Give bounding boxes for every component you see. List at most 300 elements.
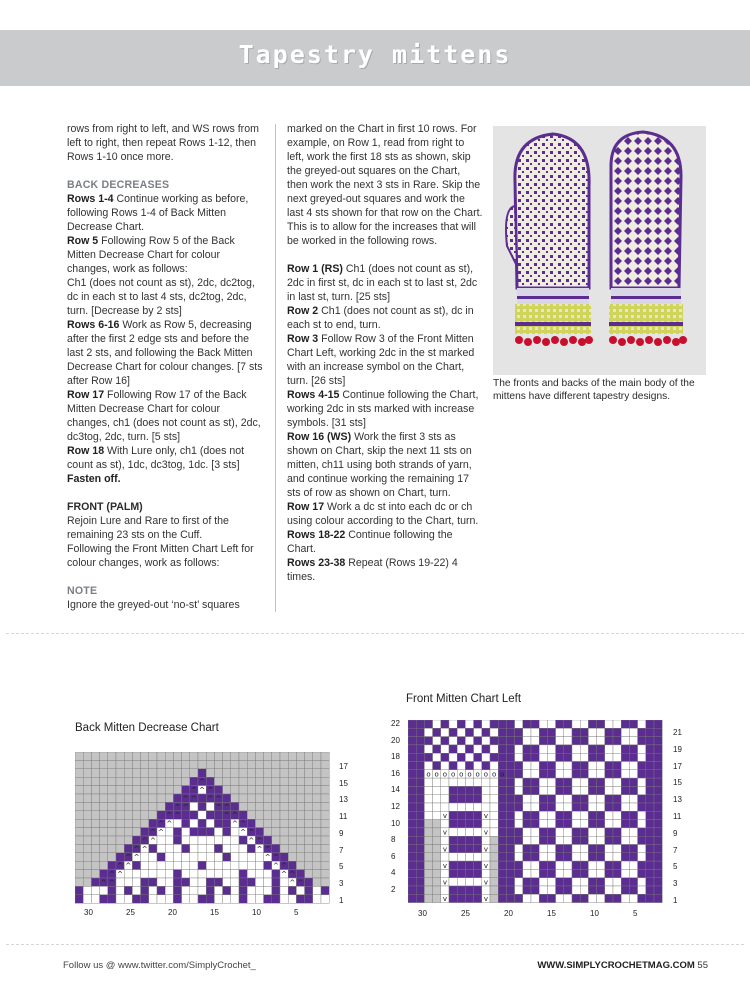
row-text: Work a dc st into each dc or ch using colour according to the Chart, turn.: [287, 501, 479, 527]
chart-cell: [239, 886, 247, 894]
chart-cell: [223, 886, 231, 894]
chart-cell: [190, 886, 198, 894]
chart-cell: [141, 819, 149, 827]
chart-cell: [173, 752, 181, 760]
chart-cell: [239, 786, 247, 794]
chart-cell: [165, 828, 173, 836]
chart-cell: [255, 752, 263, 760]
chart-cell: [149, 752, 157, 760]
chart-cell: [75, 861, 83, 869]
axis-label: 5: [294, 908, 299, 917]
chart-symbol: ^: [215, 794, 222, 803]
chart-cell: [288, 844, 296, 852]
chart-cell: [424, 762, 432, 770]
chart-cell: [572, 770, 580, 778]
chart-symbol: ^: [199, 786, 206, 795]
chart-cell: [272, 769, 280, 777]
chart-cell: [116, 878, 124, 886]
chart-cell: [116, 769, 124, 777]
chart-cell: [465, 869, 473, 877]
chart-cell: [116, 760, 124, 768]
chart-cell: [638, 786, 646, 794]
chart-cell: [638, 886, 646, 894]
chart-cell: [613, 745, 621, 753]
chart-cell: [408, 828, 416, 836]
footer-twitter[interactable]: Follow us @ www.twitter.com/SimplyCrochet_: [63, 960, 256, 971]
chart-cell: [605, 745, 613, 753]
chart-cell: [288, 861, 296, 869]
chart-cell: [580, 878, 588, 886]
chart-cell: [613, 811, 621, 819]
row-text: Follow Row 3 of the Front Mitten Chart Left, working 2dc in the st marked with an increase symbol on the Chart, turn. [26 sts]: [287, 333, 475, 387]
chart-cell: [296, 760, 304, 768]
chart-symbol: ^: [108, 878, 115, 887]
chart-cell: [564, 886, 572, 894]
chart-cell: [449, 786, 457, 794]
chart-cell: [255, 811, 263, 819]
chart-cell: [264, 769, 272, 777]
chart-symbol: ^: [190, 794, 197, 803]
mittens-photo: [493, 126, 706, 375]
chart-cell: [556, 778, 564, 786]
chart-cell: [141, 828, 149, 836]
text-column-1: [67, 122, 263, 612]
chart-cell: [490, 861, 498, 869]
chart-cell: [83, 802, 91, 810]
chart-symbol: ^: [174, 811, 181, 820]
row-instruction: [67, 318, 263, 388]
chart-cell: [457, 737, 465, 745]
chart-cell: [597, 753, 605, 761]
chart-cell: [621, 737, 629, 745]
chart-symbol: o: [483, 770, 489, 779]
chart-cell: [580, 762, 588, 770]
chart-cell: [75, 819, 83, 827]
chart-cell: [629, 894, 637, 902]
chart-cell: [173, 777, 181, 785]
chart-symbol: v: [442, 845, 447, 854]
chart-cell: [424, 745, 432, 753]
chart-cell: [190, 878, 198, 886]
chart-cell: [433, 728, 441, 736]
chart-cell: [638, 720, 646, 728]
axis-label: 12: [391, 802, 400, 811]
column-divider: [275, 124, 276, 612]
chart-cell: [654, 869, 662, 877]
chart-cell: [621, 878, 629, 886]
chart-cell: [264, 786, 272, 794]
chart-cell: [149, 802, 157, 810]
chart-symbol: ^: [125, 853, 132, 862]
axis-label: 3: [339, 878, 344, 888]
section-heading: FRONT (PALM): [67, 501, 143, 513]
chart-cell: [564, 811, 572, 819]
chart-cell: [523, 811, 531, 819]
chart-cell: [313, 836, 321, 844]
chart-cell: [646, 795, 654, 803]
chart-cell: [506, 753, 514, 761]
chart-symbol: ^: [289, 870, 296, 879]
chart-cell: [416, 737, 424, 745]
chart-cell: [165, 870, 173, 878]
chart-cell: [116, 853, 124, 861]
chart-cell: [597, 762, 605, 770]
chart-cell: [433, 762, 441, 770]
chart-cell: [424, 720, 432, 728]
chart-cell: [580, 803, 588, 811]
chart-cell: [321, 895, 329, 903]
chart-cell: [638, 770, 646, 778]
chart-cell: [490, 845, 498, 853]
chart-cell: [638, 861, 646, 869]
chart-cell: [239, 794, 247, 802]
chart-cell: [556, 869, 564, 877]
chart-cell: [588, 886, 596, 894]
chart-cell: [515, 845, 523, 853]
chart-cell: [116, 786, 124, 794]
chart-cell: [198, 853, 206, 861]
chart-cell: [173, 853, 181, 861]
chart-cell: [457, 828, 465, 836]
chart-cell: [498, 786, 506, 794]
chart-cell: [547, 745, 555, 753]
chart-cell: [433, 861, 441, 869]
chart-cell: [408, 845, 416, 853]
chart-cell: [482, 720, 490, 728]
chart-cell: [141, 811, 149, 819]
chart-cell: [506, 745, 514, 753]
chart-cell: [441, 886, 449, 894]
chart-cell: [190, 760, 198, 768]
chart-cell: [474, 737, 482, 745]
chart-cell: [223, 861, 231, 869]
chart-cell: [247, 861, 255, 869]
chart-cell: [490, 820, 498, 828]
row-instruction: [287, 304, 483, 332]
chart-cell: [433, 778, 441, 786]
axis-label: 25: [461, 909, 470, 918]
chart-cell: [523, 786, 531, 794]
axis-label: 1: [673, 896, 678, 905]
chart-cell: [449, 728, 457, 736]
chart-cell: [132, 811, 140, 819]
footer-site-url[interactable]: WWW.SIMPLYCROCHETMAG.COM: [537, 960, 695, 971]
chart-cell: [523, 836, 531, 844]
chart-cell: [605, 753, 613, 761]
chart-cell: [198, 769, 206, 777]
chart-cell: [539, 737, 547, 745]
chart-cell: [564, 803, 572, 811]
chart-cell: [556, 845, 564, 853]
chart-cell: [556, 745, 564, 753]
chart-cell: [638, 853, 646, 861]
chart-cell: [613, 753, 621, 761]
chart-cell: [564, 820, 572, 828]
front-chart-title: Front Mitten Chart Left: [406, 693, 522, 705]
chart-cell: [108, 802, 116, 810]
chart-cell: [214, 777, 222, 785]
chart-cell: [605, 878, 613, 886]
body-paragraph: This is to allow for the increases that will be worked in the following rows.: [287, 221, 476, 247]
row-label: Row 16 (WS): [287, 431, 352, 443]
chart-cell: [580, 745, 588, 753]
chart-cell: [321, 861, 329, 869]
chart-cell: [621, 778, 629, 786]
chart-cell: [490, 836, 498, 844]
chart-cell: [506, 795, 514, 803]
chart-symbol: v: [442, 878, 447, 887]
chart-symbol: ^: [223, 803, 230, 812]
chart-cell: [83, 794, 91, 802]
chart-cell: [523, 803, 531, 811]
chart-cell: [264, 760, 272, 768]
chart-cell: [433, 753, 441, 761]
chart-cell: [321, 878, 329, 886]
axis-label: 5: [339, 862, 344, 872]
chart-cell: [547, 853, 555, 861]
chart-cell: [264, 870, 272, 878]
axis-label: 17: [339, 762, 348, 771]
chart-cell: [190, 769, 198, 777]
chart-cell: [646, 886, 654, 894]
chart-cell: [108, 836, 116, 844]
chart-cell: [296, 853, 304, 861]
chart-cell: [83, 836, 91, 844]
chart-cell: [490, 878, 498, 886]
chart-cell: [108, 819, 116, 827]
chart-symbol: ^: [207, 786, 214, 795]
chart-cell: [564, 861, 572, 869]
chart-symbol: ^: [141, 845, 148, 854]
chart-cell: [416, 745, 424, 753]
chart-symbol: o: [442, 770, 448, 779]
chart-cell: [449, 886, 457, 894]
chart-cell: [165, 802, 173, 810]
chart-cell: [654, 803, 662, 811]
chart-cell: [83, 886, 91, 894]
chart-cell: [613, 795, 621, 803]
chart-cell: [572, 786, 580, 794]
chart-cell: [424, 728, 432, 736]
chart-cell: [288, 853, 296, 861]
chart-cell: [449, 878, 457, 886]
chart-cell: [621, 869, 629, 877]
axis-label: 6: [391, 851, 396, 861]
chart-cell: [564, 786, 572, 794]
chart-cell: [157, 895, 165, 903]
chart-cell: [654, 745, 662, 753]
chart-cell: [91, 828, 99, 836]
chart-cell: [638, 803, 646, 811]
chart-cell: [539, 845, 547, 853]
chart-cell: [613, 853, 621, 861]
chart-cell: [588, 786, 596, 794]
chart-cell: [515, 861, 523, 869]
chart-cell: [264, 886, 272, 894]
chart-cell: [482, 786, 490, 794]
chart-cell: [141, 878, 149, 886]
row-text: Work as Row 5, decreasing after the first 2 edge sts and before the last 2 sts, and following the Back Mitten Decrease Chart for colour changes. [7 sts after Row 16]: [67, 319, 263, 387]
chart-cell: [613, 786, 621, 794]
row-text: Continue working as before, following Rows 1-4 of Back Mitten Decrease Chart.: [67, 193, 249, 233]
chart-cell: [182, 853, 190, 861]
chart-symbol: o: [426, 770, 431, 779]
chart-cell: [272, 870, 280, 878]
chart-cell: [264, 811, 272, 819]
chart-cell: [231, 886, 239, 894]
chart-cell: [305, 895, 313, 903]
chart-cell: [646, 786, 654, 794]
chart-cell: [272, 752, 280, 760]
chart-cell: [646, 745, 654, 753]
chart-cell: [108, 760, 116, 768]
chart-cell: [157, 802, 165, 810]
chart-cell: [116, 886, 124, 894]
chart-cell: [223, 786, 231, 794]
chart-cell: [515, 786, 523, 794]
chart-cell: [654, 878, 662, 886]
chart-cell: [288, 794, 296, 802]
chart-cell: [621, 853, 629, 861]
chart-cell: [173, 836, 181, 844]
chart-cell: [449, 762, 457, 770]
chart-cell: [531, 745, 539, 753]
chart-cell: [457, 811, 465, 819]
chart-cell: [490, 786, 498, 794]
chart-cell: [613, 886, 621, 894]
chart-cell: [498, 728, 506, 736]
chart-cell: [457, 886, 465, 894]
chart-cell: [305, 769, 313, 777]
chart-cell: [141, 895, 149, 903]
chart-cell: [506, 869, 514, 877]
chart-cell: [100, 777, 108, 785]
chart-cell: [305, 844, 313, 852]
chart-cell: [141, 752, 149, 760]
chart-cell: [597, 778, 605, 786]
chart-cell: [597, 836, 605, 844]
chart-cell: [280, 895, 288, 903]
chart-cell: [490, 869, 498, 877]
chart-cell: [433, 878, 441, 886]
chart-cell: [564, 853, 572, 861]
chart-cell: [321, 844, 329, 852]
chart-cell: [255, 786, 263, 794]
chart-cell: [580, 811, 588, 819]
axis-label: 19: [673, 744, 682, 754]
chart-cell: [165, 895, 173, 903]
chart-cell: [531, 720, 539, 728]
front-mitten-chart-left: [408, 720, 668, 905]
chart-cell: [449, 811, 457, 819]
chart-cell: [321, 886, 329, 894]
chart-cell: [498, 845, 506, 853]
chart-cell: [572, 853, 580, 861]
chart-cell: [408, 737, 416, 745]
chart-cell: [654, 861, 662, 869]
chart-cell: [313, 861, 321, 869]
chart-cell: [498, 820, 506, 828]
axis-label: 20: [504, 909, 513, 918]
chart-cell: [531, 845, 539, 853]
chart-symbol: ^: [133, 853, 140, 862]
chart-symbol: o: [450, 770, 456, 779]
chart-cell: [75, 853, 83, 861]
chart-cell: [613, 762, 621, 770]
chart-cell: [132, 828, 140, 836]
chart-cell: [313, 811, 321, 819]
chart-symbol: ^: [281, 870, 288, 879]
chart-cell: [654, 778, 662, 786]
chart-cell: [231, 769, 239, 777]
chart-cell: [547, 778, 555, 786]
chart-cell: [441, 786, 449, 794]
chart-cell: [416, 886, 424, 894]
chart-cell: [408, 720, 416, 728]
chart-cell: [100, 760, 108, 768]
chart-cell: [157, 752, 165, 760]
chart-cell: [605, 894, 613, 902]
chart-cell: [506, 845, 514, 853]
chart-cell: [182, 886, 190, 894]
chart-cell: [605, 861, 613, 869]
chart-cell: [416, 853, 424, 861]
chart-cell: [214, 878, 222, 886]
chart-symbol: ^: [223, 811, 230, 820]
chart-symbol: ^: [158, 820, 165, 829]
chart-cell: [621, 886, 629, 894]
chart-cell: [305, 870, 313, 878]
section-heading: BACK DECREASES: [67, 179, 170, 191]
chart-cell: [564, 836, 572, 844]
chart-cell: [531, 836, 539, 844]
chart-cell: [597, 853, 605, 861]
axis-label: 15: [339, 778, 348, 788]
chart-cell: [173, 895, 181, 903]
chart-cell: [605, 762, 613, 770]
chart-cell: [157, 878, 165, 886]
chart-cell: [223, 760, 231, 768]
chart-cell: [506, 878, 514, 886]
row-instruction: [67, 234, 263, 276]
chart-cell: [654, 886, 662, 894]
chart-cell: [564, 720, 572, 728]
footer-site[interactable]: [537, 960, 708, 971]
chart-cell: [206, 752, 214, 760]
chart-cell: [547, 762, 555, 770]
chart-symbol: ^: [231, 820, 238, 829]
chart-cell: [149, 844, 157, 852]
chart-cell: [621, 828, 629, 836]
chart-symbol: ^: [289, 878, 296, 887]
chart-cell: [100, 861, 108, 869]
chart-cell: [247, 895, 255, 903]
chart-cell: [539, 886, 547, 894]
chart-symbol: ^: [182, 794, 189, 803]
chart-cell: [654, 828, 662, 836]
chart-cell: [597, 869, 605, 877]
chart-cell: [247, 777, 255, 785]
chart-cell: [296, 769, 304, 777]
chart-symbol: ^: [141, 836, 148, 845]
chart-cell: [206, 853, 214, 861]
chart-cell: [523, 720, 531, 728]
chart-cell: [206, 886, 214, 894]
chart-cell: [572, 878, 580, 886]
chart-cell: [523, 762, 531, 770]
chart-cell: [588, 869, 596, 877]
chart-cell: [416, 786, 424, 794]
